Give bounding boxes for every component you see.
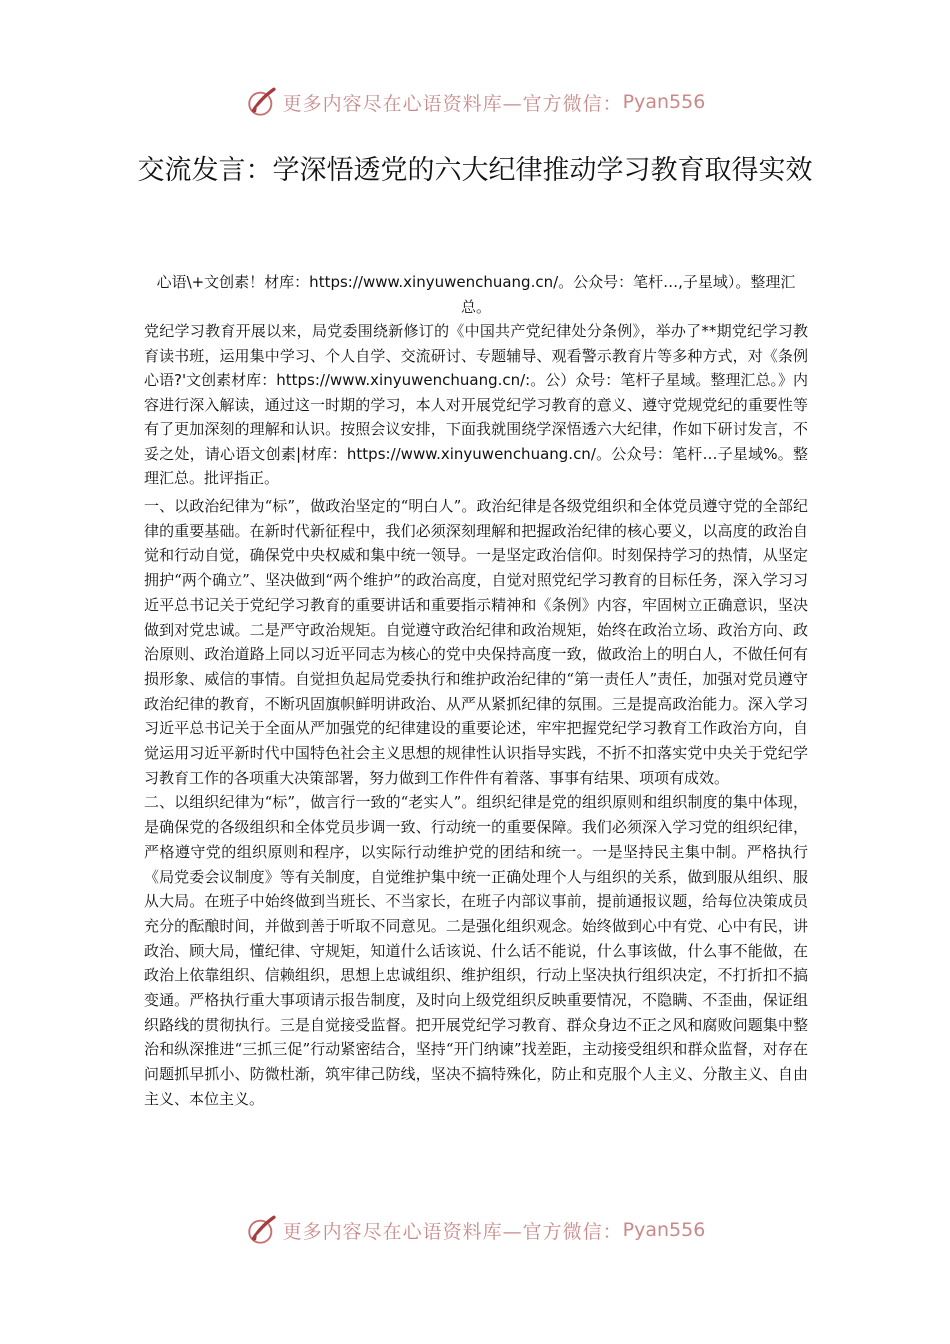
paragraph-political-discipline: 一、以政治纪律为“标”，做政治坚定的“明白人”。政治纪律是各级党组织和全体党员遵守党的全部纪律的重要基础。在新时代新征程中，我们必须深刻理解和把握政治纪律的核心要义，以高度的政治自觉和行动自觉，确保党中央权威和集中统一领导。一是坚定政治信仰。时刻保持学习的热情，从坚定拥护“两个确立”、坚决做到“两个维护”的政治高度，自觉对照党纪学习教育的目标任务，深入学习习近平总书记关于党纪学习教育的重要讲话和重要指示精神和《条例》内容，牢固树立正确意识，坚决做到对党忠诚。二是严守政治规矩。自觉遵守政治纪律和政治规矩，始终在政治立场、政治方向、政治原则、政治道路上同以习近平同志为核心的党中央保持高度一致，做政治上的明白人，不做任何有损形象、威信的事情。自觉担负起局党委执行和维护政治纪律的“第一责任人”责任，加强对党员遵守政治纪律的教育，不断巩固旗帜鲜明讲政治、从严从紧抓纪律的氛围。三是提高政治能力。深入学习习近平总书记关于全面从严加强党的纪律建设的重要论述，牢牢把握党纪学习教育工作政治方向，自觉运用习近平新时代中国特色社会主义思想的规律性认识指导实践，不折不扣落实党中央关于党纪学习教育工作的各项重大决策部署，努力做到工作件件有着落、事事有结果、项项有成效。 (144, 497, 808, 787)
footer-watermark-banner (0, 1210, 950, 1250)
header-watermark-banner (0, 82, 950, 122)
body-section (144, 494, 808, 1112)
banner-text: 更多内容尽在心语资料库—官方微信： (282, 1220, 623, 1243)
lead-paragraph: 党纪学习教育开展以来，局党委围绕新修订的《中国共产党纪律处分条例》，举办了**期党纪学习教育读书班，运用集中学习、个人自学、交流研讨、专题辅导、观看警示教育片等多种方式，对《条例心语?'文创素材库：https://www.xinyuwenchuang.cn/:。公）众号：笔杆子星域。整理汇总。》内容进行深入解读，通过这一时期的学习，本人对开展党纪学习教育的意义、遵守党规党纪的重要性等有了更加深刻的理解和认识。按照会议安排，下面我就围绕学深悟透六大纪律，作如下研讨发言，不妥之处，请心语文创素|材库：https://www.xinyuwenchuang.cn/。公众号：笔杆…子星域%。整理汇总。批评指正。 (144, 322, 808, 487)
intro-section (144, 270, 808, 491)
brush-logo-icon (245, 1213, 279, 1247)
brush-logo-icon (245, 85, 279, 119)
page-title: 交流发言：学深悟透党的六大纪律推动学习教育取得实效 (137, 155, 813, 186)
source-note: 心语\+文创素！材库：https://www.xinyuwenchuang.cn/。公众号：笔杆…,子星域）。整理汇总。 (156, 273, 796, 316)
paragraph-organizational-discipline: 二、以组织纪律为“标”，做言行一致的“老实人”。组织纪律是党的组织原则和组织制度的集中体现，是确保党的各级组织和全体党员步调一致、行动统一的重要保障。我们必须深入学习党的组织纪律，严格遵守党的组织原则和程序，以实际行动维护党的团结和统一。一是坚持民主集中制。严格执行《局党委会议制度》等有关制度，自觉维护集中统一正确处理个人与组织的关系，做到服从组织、服从大局。在班子中始终做到当班长、不当家长，在班子内部议事前，提前通报议题，给每位决策成员充分的酝酿时间，并做到善于听取不同意见。二是强化组织观念。始终做到心中有党、心中有民，讲政治、顾大局，懂纪律、守规矩，知道什么话该说、什么话不能说，什么事该做，什么事不能做，在政治上依靠组织、信赖组织，思想上忠诚组织、维护组织，行动上坚决执行组织决定，不打折扣不搞变通。严格执行重大事项请示报告制度，及时向上级党组织反映重要情况，不隐瞒、不歪曲，保证组织路线的贯彻执行。三是自觉接受监督。把开展党纪学习教育、群众身边不正之风和腐败问题集中整治和纵深推进“三抓三促”行动紧密结合，坚持“开门纳谏”找差距，主动接受组织和群众监督，对存在问题抓早抓小、防微杜渐，筑牢律己防线，坚决不搞特殊化，防止和克服个人主义、分散主义、自由主义、本位主义。 (144, 793, 808, 1108)
banner-handle: Pyan556 (622, 1219, 706, 1241)
banner-handle: Pyan556 (622, 91, 706, 113)
banner-text: 更多内容尽在心语资料库—官方微信： (282, 92, 623, 115)
